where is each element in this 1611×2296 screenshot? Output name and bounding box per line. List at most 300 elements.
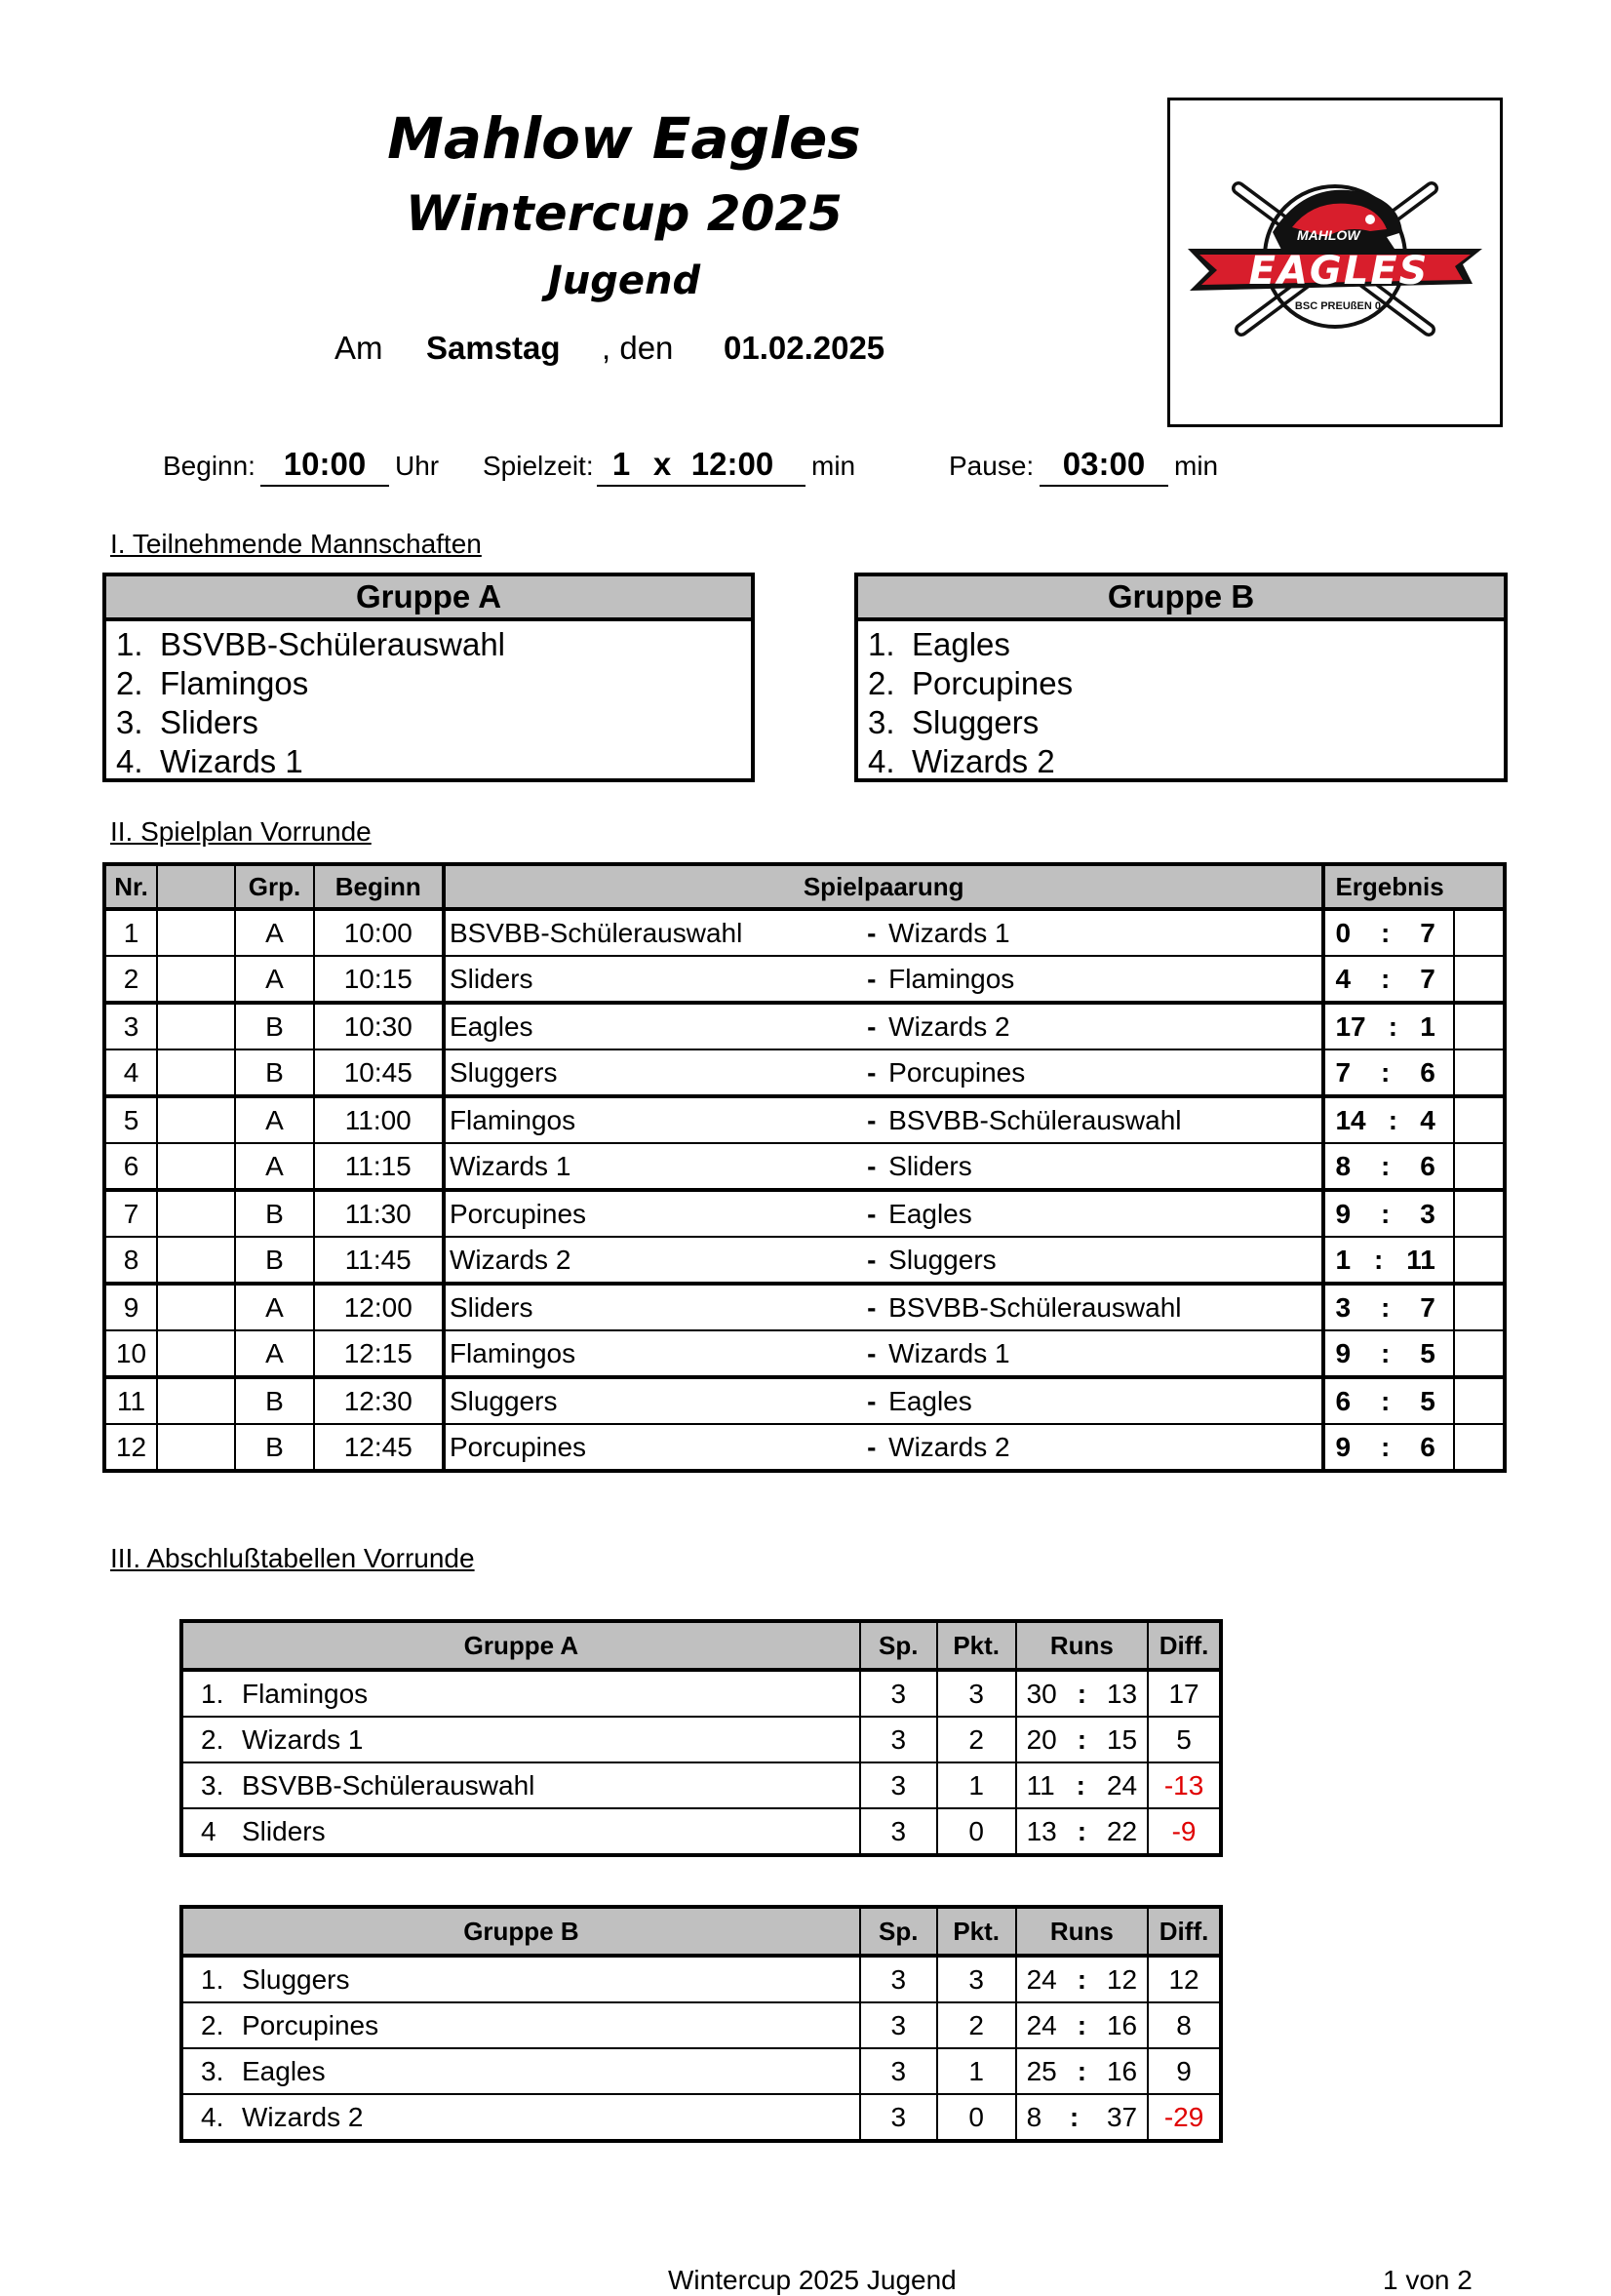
game-time: 10:00 — [314, 909, 444, 956]
home-team: Porcupines — [444, 1190, 867, 1237]
home-team: Wizards 2 — [444, 1237, 867, 1284]
score-colon: : — [1380, 917, 1391, 948]
home-team: Sliders — [444, 1284, 867, 1330]
score-home: 9 — [1335, 1198, 1352, 1229]
runs-against: 24 — [1106, 1769, 1138, 1801]
standings-pos: 3. — [201, 2055, 224, 2086]
pairing-dash: - — [867, 1010, 877, 1042]
group-a-team: 1. BSVBB-Schülerauswahl — [116, 626, 506, 662]
game-result — [1323, 1049, 1453, 1096]
game-result — [1323, 1237, 1453, 1284]
result-extra — [1454, 1143, 1505, 1190]
pairing-dash: - — [867, 1150, 877, 1181]
game-group: B — [235, 1190, 313, 1237]
runs-colon: : — [1077, 1815, 1087, 1846]
game-nr: 10 — [104, 1330, 157, 1377]
standings-runs — [1016, 1956, 1149, 2002]
group-a-team: 4. Wizards 1 — [116, 743, 303, 779]
game-time: 12:00 — [314, 1284, 444, 1330]
away-cell — [867, 1377, 1323, 1424]
game-row — [104, 1049, 1505, 1096]
runs-for: 24 — [1026, 2009, 1057, 2040]
standings-pkt: 1 — [937, 2048, 1016, 2094]
standings-group-heading: Gruppe A — [181, 1621, 860, 1670]
standings-pkt: 0 — [937, 1808, 1016, 1855]
schedule-header-row — [104, 864, 1505, 909]
game-result — [1323, 909, 1453, 956]
game-row — [104, 1190, 1505, 1237]
group-a-box — [102, 573, 755, 782]
standings-group-heading: Gruppe B — [181, 1907, 860, 1956]
spielzeit-x: x — [652, 446, 672, 482]
runs-against: 37 — [1106, 2101, 1138, 2132]
col-beginn: Beginn — [314, 864, 444, 909]
col-runs: Runs — [1016, 1621, 1149, 1670]
away-team: Porcupines — [888, 1056, 1026, 1088]
game-result — [1323, 956, 1453, 1003]
score-away: 5 — [1420, 1337, 1435, 1368]
away-cell — [867, 1330, 1323, 1377]
game-group: A — [235, 909, 313, 956]
game-blank — [157, 1284, 235, 1330]
home-team: Wizards 1 — [444, 1143, 867, 1190]
group-a-team: 2. Flamingos — [116, 665, 309, 701]
home-team: Sluggers — [444, 1377, 867, 1424]
result-extra — [1454, 956, 1505, 1003]
col-sp: Sp. — [860, 1907, 937, 1956]
event-date: 01.02.2025 — [724, 330, 885, 366]
game-nr: 8 — [104, 1237, 157, 1284]
game-time: 11:00 — [314, 1096, 444, 1143]
result-extra — [1454, 1096, 1505, 1143]
runs-against: 16 — [1106, 2055, 1138, 2086]
game-time: 10:15 — [314, 956, 444, 1003]
game-row — [104, 1330, 1505, 1377]
group-b-team: 4. Wizards 2 — [868, 743, 1055, 779]
score-away: 1 — [1420, 1010, 1435, 1042]
game-blank — [157, 1237, 235, 1284]
result-extra — [1454, 1190, 1505, 1237]
game-result — [1323, 1424, 1453, 1471]
runs-against: 16 — [1106, 2009, 1138, 2040]
section-schedule-heading: II. Spielplan Vorrunde — [110, 816, 372, 847]
standings-row — [181, 1670, 1221, 1717]
standings-diff: -13 — [1148, 1762, 1221, 1808]
runs-value — [1017, 1964, 1148, 1996]
score-colon: : — [1380, 963, 1391, 994]
footer-title: Wintercup 2025 Jugend — [668, 2265, 957, 2295]
score-home: 4 — [1335, 963, 1352, 994]
standings-sp: 3 — [860, 1717, 937, 1762]
standings-runs — [1016, 1808, 1149, 1855]
score-colon: : — [1380, 1385, 1391, 1416]
logo-top-text: MAHLOW — [1297, 227, 1360, 243]
category-title: Jugend — [547, 258, 701, 303]
runs-for: 20 — [1026, 1723, 1057, 1755]
game-nr: 6 — [104, 1143, 157, 1190]
game-nr: 4 — [104, 1049, 157, 1096]
score-home: 9 — [1335, 1337, 1352, 1368]
col-result: Ergebnis — [1323, 864, 1505, 909]
game-group: B — [235, 1424, 313, 1471]
away-cell — [867, 1424, 1323, 1471]
date-separator: , den — [602, 330, 674, 366]
game-result — [1323, 1143, 1453, 1190]
score-away: 7 — [1420, 963, 1435, 994]
standings-runs — [1016, 1717, 1149, 1762]
score-away: 6 — [1420, 1150, 1435, 1181]
game-row — [104, 1003, 1505, 1049]
col-diff: Diff. — [1148, 1621, 1221, 1670]
group-b-box — [854, 573, 1508, 782]
col-pairing: Spielpaarung — [444, 864, 1324, 909]
runs-for: 8 — [1026, 2101, 1042, 2132]
standings-runs — [1016, 2002, 1149, 2048]
beginn-value: 10:00 — [260, 444, 389, 487]
standings-team-name: Wizards 1 — [242, 1723, 364, 1755]
standings-table-group-a — [179, 1619, 1223, 1857]
score-home: 0 — [1335, 917, 1352, 948]
runs-against: 12 — [1106, 1963, 1138, 1995]
away-cell — [867, 1190, 1323, 1237]
score-away: 3 — [1420, 1198, 1435, 1229]
runs-value — [1017, 2010, 1148, 2041]
standings-sp: 3 — [860, 2048, 937, 2094]
pairing-dash: - — [867, 1337, 877, 1368]
pairing-dash: - — [867, 1104, 877, 1135]
result-extra — [1454, 1377, 1505, 1424]
beginn-unit: Uhr — [395, 451, 440, 481]
standings-pkt: 3 — [937, 1670, 1016, 1717]
score-home: 9 — [1335, 1431, 1352, 1462]
game-result — [1323, 1330, 1453, 1377]
game-time: 10:45 — [314, 1049, 444, 1096]
runs-value — [1017, 1679, 1148, 1710]
col-sp: Sp. — [860, 1621, 937, 1670]
game-group: B — [235, 1003, 313, 1049]
away-team: BSVBB-Schülerauswahl — [888, 1104, 1182, 1135]
col-nr: Nr. — [104, 864, 157, 909]
section-standings-heading: III. Abschlußtabellen Vorrunde — [110, 1543, 475, 1573]
game-row — [104, 1237, 1505, 1284]
runs-for: 25 — [1026, 2055, 1057, 2086]
game-blank — [157, 1330, 235, 1377]
standings-pos: 3. — [201, 1769, 224, 1801]
standings-team-name: Wizards 2 — [242, 2101, 364, 2132]
game-row — [104, 956, 1505, 1003]
standings-runs — [1016, 1762, 1149, 1808]
weekday: Samstag — [426, 330, 561, 366]
pause-value: 03:00 — [1040, 444, 1168, 487]
game-group: B — [235, 1049, 313, 1096]
document-title: Mahlow Eagles — [387, 105, 861, 172]
game-group: B — [235, 1377, 313, 1424]
away-cell — [867, 1284, 1323, 1330]
standings-sp: 3 — [860, 2094, 937, 2141]
standings-runs — [1016, 1670, 1149, 1717]
runs-for: 11 — [1026, 1769, 1055, 1801]
score-home: 8 — [1335, 1150, 1352, 1181]
game-group: B — [235, 1237, 313, 1284]
standings-sp: 3 — [860, 1808, 937, 1855]
game-blank — [157, 909, 235, 956]
game-group: A — [235, 1284, 313, 1330]
standings-pos: 1. — [201, 1963, 224, 1995]
standings-row — [181, 1762, 1221, 1808]
result-score — [1325, 1292, 1452, 1324]
spielzeit-value: 12:00 — [690, 446, 774, 482]
score-away: 11 — [1406, 1244, 1435, 1275]
game-result — [1323, 1377, 1453, 1424]
pairing-dash: - — [867, 1385, 877, 1416]
score-away: 4 — [1420, 1104, 1435, 1135]
home-team: Sluggers — [444, 1049, 867, 1096]
home-team: Flamingos — [444, 1330, 867, 1377]
away-team: Wizards 1 — [888, 917, 1010, 948]
score-colon: : — [1380, 1150, 1391, 1181]
standings-row — [181, 1956, 1221, 2002]
game-time: 11:30 — [314, 1190, 444, 1237]
standings-team-name: BSVBB-Schülerauswahl — [242, 1769, 535, 1801]
score-colon: : — [1388, 1104, 1398, 1135]
standings-team — [181, 1670, 860, 1717]
game-blank — [157, 956, 235, 1003]
beginn-label: Beginn: — [163, 451, 255, 481]
runs-colon: : — [1077, 1678, 1087, 1709]
game-time: 12:45 — [314, 1424, 444, 1471]
standings-team — [181, 1717, 860, 1762]
standings-team — [181, 1762, 860, 1808]
runs-colon: : — [1077, 2009, 1087, 2040]
game-row — [104, 1377, 1505, 1424]
result-extra — [1454, 1424, 1505, 1471]
group-b-team: 1. Eagles — [868, 626, 1010, 662]
game-result — [1323, 1003, 1453, 1049]
spielzeit-label: Spielzeit: — [483, 451, 594, 481]
pairing-dash: - — [867, 1244, 877, 1275]
game-nr: 7 — [104, 1190, 157, 1237]
standings-team — [181, 1808, 860, 1855]
game-blank — [157, 1143, 235, 1190]
standings-team-name: Flamingos — [242, 1678, 369, 1709]
result-extra — [1454, 909, 1505, 956]
away-team: Sluggers — [888, 1244, 997, 1275]
away-cell — [867, 1096, 1323, 1143]
game-time: 12:15 — [314, 1330, 444, 1377]
game-blank — [157, 1424, 235, 1471]
score-colon: : — [1388, 1010, 1398, 1042]
standings-pkt: 0 — [937, 2094, 1016, 2141]
away-team: Wizards 1 — [888, 1337, 1010, 1368]
game-blank — [157, 1049, 235, 1096]
standings-team-name: Porcupines — [242, 2009, 379, 2040]
away-cell — [867, 1049, 1323, 1096]
standings-pkt: 1 — [937, 1762, 1016, 1808]
spielzeit-count: 1 — [611, 446, 631, 482]
runs-colon: : — [1077, 2055, 1087, 2086]
result-score — [1325, 1011, 1452, 1043]
game-result — [1323, 1096, 1453, 1143]
standings-row — [181, 2048, 1221, 2094]
away-cell — [867, 909, 1323, 956]
group-b-team: 3. Sluggers — [868, 704, 1040, 740]
standings-sp: 3 — [860, 1762, 937, 1808]
score-away: 7 — [1420, 917, 1435, 948]
away-cell — [867, 1003, 1323, 1049]
score-away: 6 — [1420, 1056, 1435, 1088]
game-row — [104, 1096, 1505, 1143]
home-team: Flamingos — [444, 1096, 867, 1143]
result-score — [1325, 1338, 1452, 1369]
col-grp: Grp. — [235, 864, 313, 909]
game-nr: 1 — [104, 909, 157, 956]
home-team: BSVBB-Schülerauswahl — [444, 909, 867, 956]
game-nr: 9 — [104, 1284, 157, 1330]
away-team: BSVBB-Schülerauswahl — [888, 1291, 1182, 1323]
game-blank — [157, 1003, 235, 1049]
standings-table-group-b — [179, 1905, 1223, 2143]
score-away: 5 — [1420, 1385, 1435, 1416]
group-a-team: 3. Sliders — [116, 704, 258, 740]
page-number: 1 von 2 — [1383, 2265, 1473, 2295]
result-extra — [1454, 1330, 1505, 1377]
pairing-dash: - — [867, 1431, 877, 1462]
logo-main-text: EAGLES — [1248, 249, 1430, 294]
pause-label: Pause: — [949, 451, 1035, 481]
standings-runs — [1016, 2094, 1149, 2141]
away-team: Eagles — [888, 1198, 972, 1229]
standings-team — [181, 2094, 860, 2141]
standings-pkt: 2 — [937, 1717, 1016, 1762]
game-time: 11:45 — [314, 1237, 444, 1284]
score-colon: : — [1380, 1431, 1391, 1462]
standings-row — [181, 1717, 1221, 1762]
game-nr: 11 — [104, 1377, 157, 1424]
away-team: Wizards 2 — [888, 1431, 1010, 1462]
pairing-dash: - — [867, 1291, 877, 1323]
runs-against: 22 — [1106, 1815, 1138, 1846]
runs-colon: : — [1077, 1963, 1087, 1995]
score-away: 6 — [1420, 1431, 1435, 1462]
game-nr: 2 — [104, 956, 157, 1003]
result-score — [1325, 1199, 1452, 1230]
game-blank — [157, 1096, 235, 1143]
standings-header-row — [181, 1621, 1221, 1670]
runs-value — [1017, 1770, 1148, 1801]
away-team: Flamingos — [888, 963, 1015, 994]
spielzeit-unit: min — [811, 451, 856, 481]
home-team: Sliders — [444, 956, 867, 1003]
game-row — [104, 1143, 1505, 1190]
result-score — [1325, 1432, 1452, 1463]
runs-value — [1017, 2056, 1148, 2087]
score-colon: : — [1380, 1291, 1391, 1323]
runs-against: 13 — [1106, 1678, 1138, 1709]
col-pkt: Pkt. — [937, 1621, 1016, 1670]
result-score — [1325, 1386, 1452, 1417]
game-time: 12:30 — [314, 1377, 444, 1424]
game-time: 10:30 — [314, 1003, 444, 1049]
score-home: 3 — [1335, 1291, 1352, 1323]
logo-ring-text: BSC PREUßEN 07 — [1294, 300, 1388, 312]
game-nr: 5 — [104, 1096, 157, 1143]
standings-row — [181, 2002, 1221, 2048]
standings-pos: 1. — [201, 1678, 224, 1709]
away-cell — [867, 1143, 1323, 1190]
game-nr: 3 — [104, 1003, 157, 1049]
runs-for: 13 — [1026, 1815, 1057, 1846]
result-score — [1325, 918, 1452, 949]
standings-pos: 4 — [201, 1815, 216, 1846]
standings-row — [181, 1808, 1221, 1855]
result-extra — [1454, 1284, 1505, 1330]
section-teams-heading: I. Teilnehmende Mannschaften — [110, 529, 482, 559]
standings-team — [181, 2002, 860, 2048]
standings-sp: 3 — [860, 1670, 937, 1717]
game-group: A — [235, 1330, 313, 1377]
runs-colon: : — [1076, 1769, 1085, 1801]
game-result — [1323, 1284, 1453, 1330]
game-blank — [157, 1190, 235, 1237]
spielzeit-field — [597, 444, 806, 487]
away-cell — [867, 956, 1323, 1003]
away-team: Sliders — [888, 1150, 972, 1181]
away-cell — [867, 1237, 1323, 1284]
game-group: A — [235, 1143, 313, 1190]
pairing-dash: - — [867, 917, 877, 948]
col-blank — [157, 864, 235, 909]
result-extra — [1454, 1237, 1505, 1284]
standings-diff: 9 — [1148, 2048, 1221, 2094]
game-group: A — [235, 956, 313, 1003]
standings-sp: 3 — [860, 2002, 937, 2048]
standings-diff: 12 — [1148, 1956, 1221, 2002]
runs-value — [1017, 1816, 1148, 1847]
score-colon: : — [1380, 1056, 1391, 1088]
game-row — [104, 909, 1505, 956]
pairing-dash: - — [867, 1056, 877, 1088]
score-home: 7 — [1335, 1056, 1352, 1088]
score-home: 14 — [1335, 1104, 1366, 1135]
game-result — [1323, 1190, 1453, 1237]
score-home: 1 — [1335, 1244, 1352, 1275]
standings-diff: -9 — [1148, 1808, 1221, 1855]
score-away: 7 — [1420, 1291, 1435, 1323]
runs-for: 24 — [1026, 1963, 1057, 1995]
pairing-dash: - — [867, 963, 877, 994]
score-colon: : — [1373, 1244, 1384, 1275]
group-a-heading: Gruppe A — [106, 576, 751, 621]
runs-value — [1017, 2102, 1148, 2133]
date-prefix: Am — [334, 330, 383, 366]
standings-team-name: Sluggers — [242, 1963, 350, 1995]
score-colon: : — [1380, 1337, 1391, 1368]
col-pkt: Pkt. — [937, 1907, 1016, 1956]
standings-pkt: 2 — [937, 2002, 1016, 2048]
standings-diff: 8 — [1148, 2002, 1221, 2048]
game-group: A — [235, 1096, 313, 1143]
standings-team — [181, 1956, 860, 2002]
game-nr: 12 — [104, 1424, 157, 1471]
home-team: Porcupines — [444, 1424, 867, 1471]
result-extra — [1454, 1003, 1505, 1049]
standings-pos: 4. — [201, 2101, 224, 2132]
standings-row — [181, 2094, 1221, 2141]
score-colon: : — [1380, 1198, 1391, 1229]
result-score — [1325, 1151, 1452, 1182]
runs-colon: : — [1069, 2101, 1080, 2132]
score-home: 6 — [1335, 1385, 1352, 1416]
